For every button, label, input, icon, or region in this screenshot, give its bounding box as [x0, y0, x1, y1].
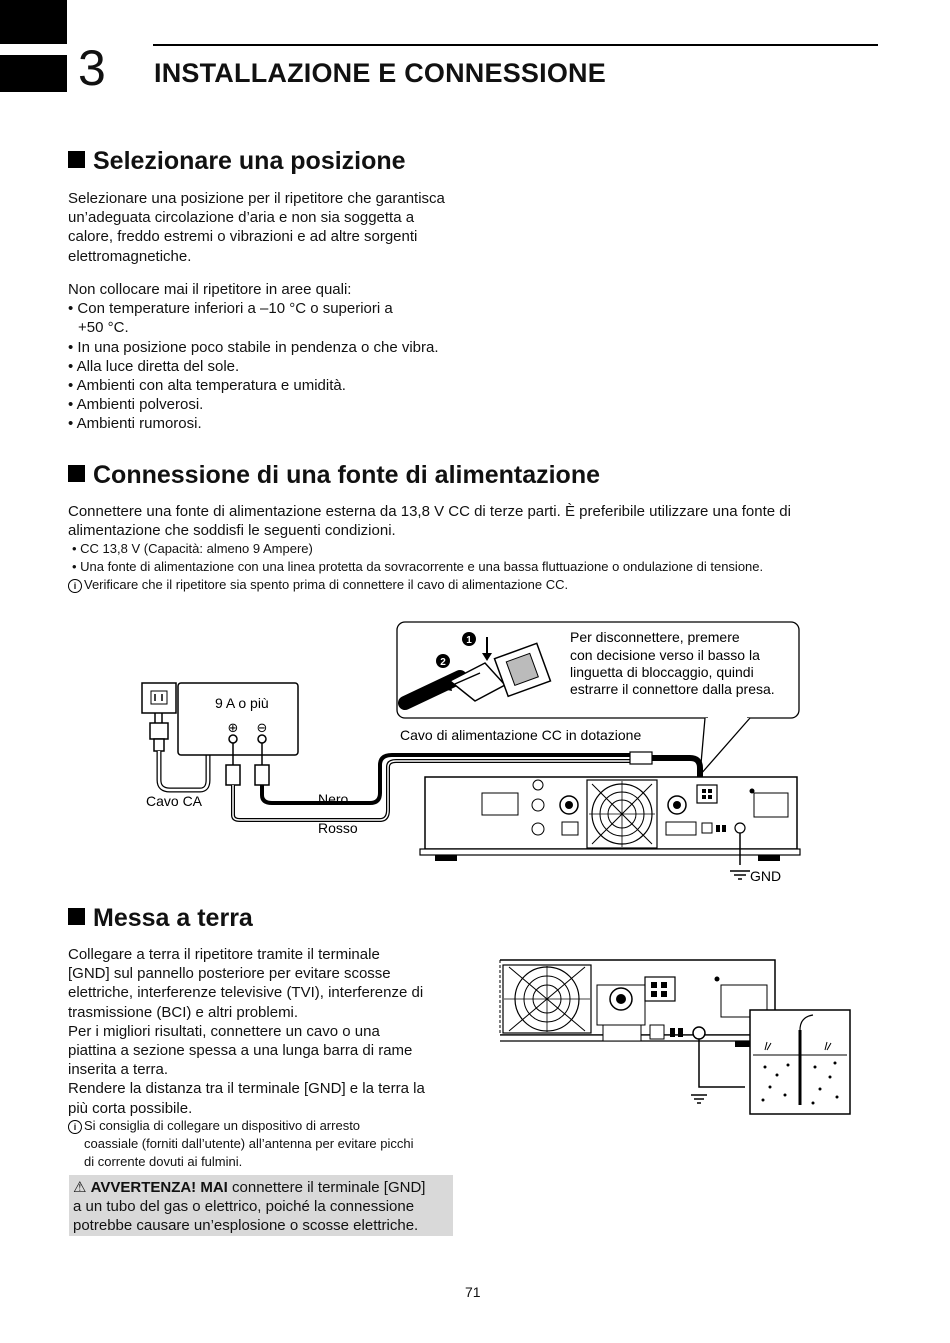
list-item: • Ambienti con alta temperatura e umidità. [68, 377, 346, 395]
chapter-bar-bottom [0, 55, 67, 92]
text-line: un’adeguata circolazione d’aria e non sia soggetta a [68, 209, 415, 227]
text-line: potrebbe causare un’esplosione o scosse elettriche. [73, 1217, 419, 1235]
section-heading-power [68, 460, 600, 490]
text-line: inserita a terra. [68, 1061, 169, 1079]
page-number: 71 [465, 1284, 481, 1300]
warning-text [73, 1178, 425, 1236]
info-icon: i [68, 579, 82, 593]
power-note [68, 576, 568, 594]
section-heading-text: Connessione di una fonte di alimentazione [93, 461, 600, 489]
chapter-number: 3 [78, 40, 106, 96]
section-heading-text: Selezionare una posizione [93, 147, 406, 175]
ground-symbol-icon [691, 1095, 707, 1103]
ac-plug-icon [150, 713, 168, 751]
ac-cable-label: Cavo CA [146, 793, 203, 809]
text-line: Rendere la distanza tra il terminale [GND] e la terra la [68, 1080, 425, 1098]
warning-box [69, 1175, 453, 1236]
callout-text-line: linguetta di bloccaggio, quindi [570, 664, 754, 680]
text-line: Collegare a terra il ripetitore tramite il terminale [68, 946, 380, 963]
text-line: [GND] sul pannello posteriore per evitare scosse [68, 965, 391, 983]
callout-text-line: estrarre il connettore dalla presa. [570, 681, 775, 697]
list-item: • Con temperature inferiori a –10 °C o superiori a [68, 300, 393, 318]
black-wire-label: Nero [318, 791, 349, 807]
square-bullet-icon [68, 151, 85, 168]
warning-bold: AVVERTENZA! MAI [90, 1179, 228, 1196]
text-line: elettriche, interferenze televisive (TVI), interferenze di [68, 984, 424, 1002]
text-line: elettromagnetiche. [68, 247, 192, 265]
text-line: Per i migliori risultati, connettere un cavo o una [68, 1022, 380, 1040]
list-item: • Ambienti polverosi. [68, 396, 204, 414]
power-connection-diagram [130, 615, 810, 890]
avoid-intro: Non collocare mai il ripetitore in aree quali: [68, 281, 352, 298]
power-supply-unit [178, 683, 298, 755]
list-item: • Ambienti rumorosi. [68, 415, 202, 433]
avoid-list [68, 280, 439, 434]
ground-paragraph [68, 945, 425, 1118]
power-bullet-1: • CC 13,8 V (Capacità: almeno 9 Ampere) [72, 541, 313, 556]
minus-terminal-label: ⊖ [256, 720, 268, 735]
gnd-label: GND [750, 868, 782, 884]
plus-terminal-label: ⊕ [227, 720, 239, 735]
dc-cable-connector [630, 752, 652, 764]
text-line: Connettere una fonte di alimentazione esterna da 13,8 V CC di terze parti. È preferibile utilizzare una fonte di [68, 503, 791, 520]
dc-cable-label: Cavo di alimentazione CC in dotazione [400, 727, 642, 743]
square-bullet-icon [68, 465, 85, 482]
callout-text-line: con decisione verso il basso la [570, 647, 760, 663]
callout-pointer [700, 718, 750, 775]
square-bullet-icon [68, 908, 85, 925]
ground-rod-illustration [750, 1010, 850, 1114]
red-wire-label: Rosso [318, 820, 358, 836]
section-heading-position [68, 146, 406, 176]
section-heading-ground [68, 903, 253, 933]
note-text: Si consiglia di collegare un dispositivo di arresto [84, 1118, 361, 1133]
callout-text-line: Per disconnettere, premere [570, 629, 740, 645]
list-item: • Alla luce diretta del sole. [68, 357, 240, 375]
grounding-diagram [495, 955, 855, 1120]
chapter-bar-top [0, 0, 67, 44]
list-item: • In una posizione poco stabile in pendenza o che vibra. [68, 338, 439, 356]
info-icon: i [68, 1120, 82, 1134]
warning-triangle-icon: ⚠ [73, 1179, 87, 1196]
chapter-title: INSTALLAZIONE E CONNESSIONE [154, 58, 606, 88]
power-bullet-2: • Una fonte di alimentazione con una linea protetta da sovracorrente e una bassa fluttuazione o ondulazione di tensione. [72, 559, 764, 574]
text-line: più corta possibile. [68, 1099, 193, 1117]
text-line: piattina a sezione spessa a una lunga barra di rame [68, 1042, 413, 1060]
text-line: calore, freddo estremi o vibrazioni e ad altre sorgenti [68, 228, 418, 246]
list-item: +50 °C. [78, 319, 129, 337]
step-1-number: 1 [466, 635, 472, 646]
note-text: di corrente dovuti ai fulmini. [84, 1154, 243, 1169]
note-text: Verificare che il ripetitore sia spento prima di connettere il cavo di alimentazione CC. [84, 577, 569, 592]
plus-terminal [229, 735, 237, 743]
step-2-number: 2 [440, 657, 446, 668]
text-line: trasmissione (BCI) e altri problemi. [68, 1003, 299, 1021]
ground-symbol-icon [730, 871, 750, 879]
warning-rest: connettere il terminale [GND] [227, 1179, 426, 1196]
ground-note [68, 1117, 414, 1171]
wall-outlet-icon [142, 683, 176, 713]
repeater-rear-closeup [500, 960, 777, 1047]
psu-capacity-label: 9 A o più [215, 695, 269, 711]
section-heading-text: Messa a terra [93, 904, 253, 932]
position-paragraph [68, 189, 445, 266]
note-text: coassiale (forniti dall’utente) all’antenna per evitare picchi [84, 1136, 414, 1151]
text-line: Selezionare una posizione per il ripetitore che garantisca [68, 190, 445, 207]
power-intro [68, 502, 791, 540]
repeater-rear-panel [420, 777, 800, 861]
text-line: a un tubo del gas o elettrico, poiché la connessione [73, 1198, 415, 1216]
minus-terminal [258, 735, 266, 743]
chapter-rule [153, 44, 878, 46]
text-line: alimentazione che soddisfi le seguenti condizioni. [68, 522, 396, 540]
